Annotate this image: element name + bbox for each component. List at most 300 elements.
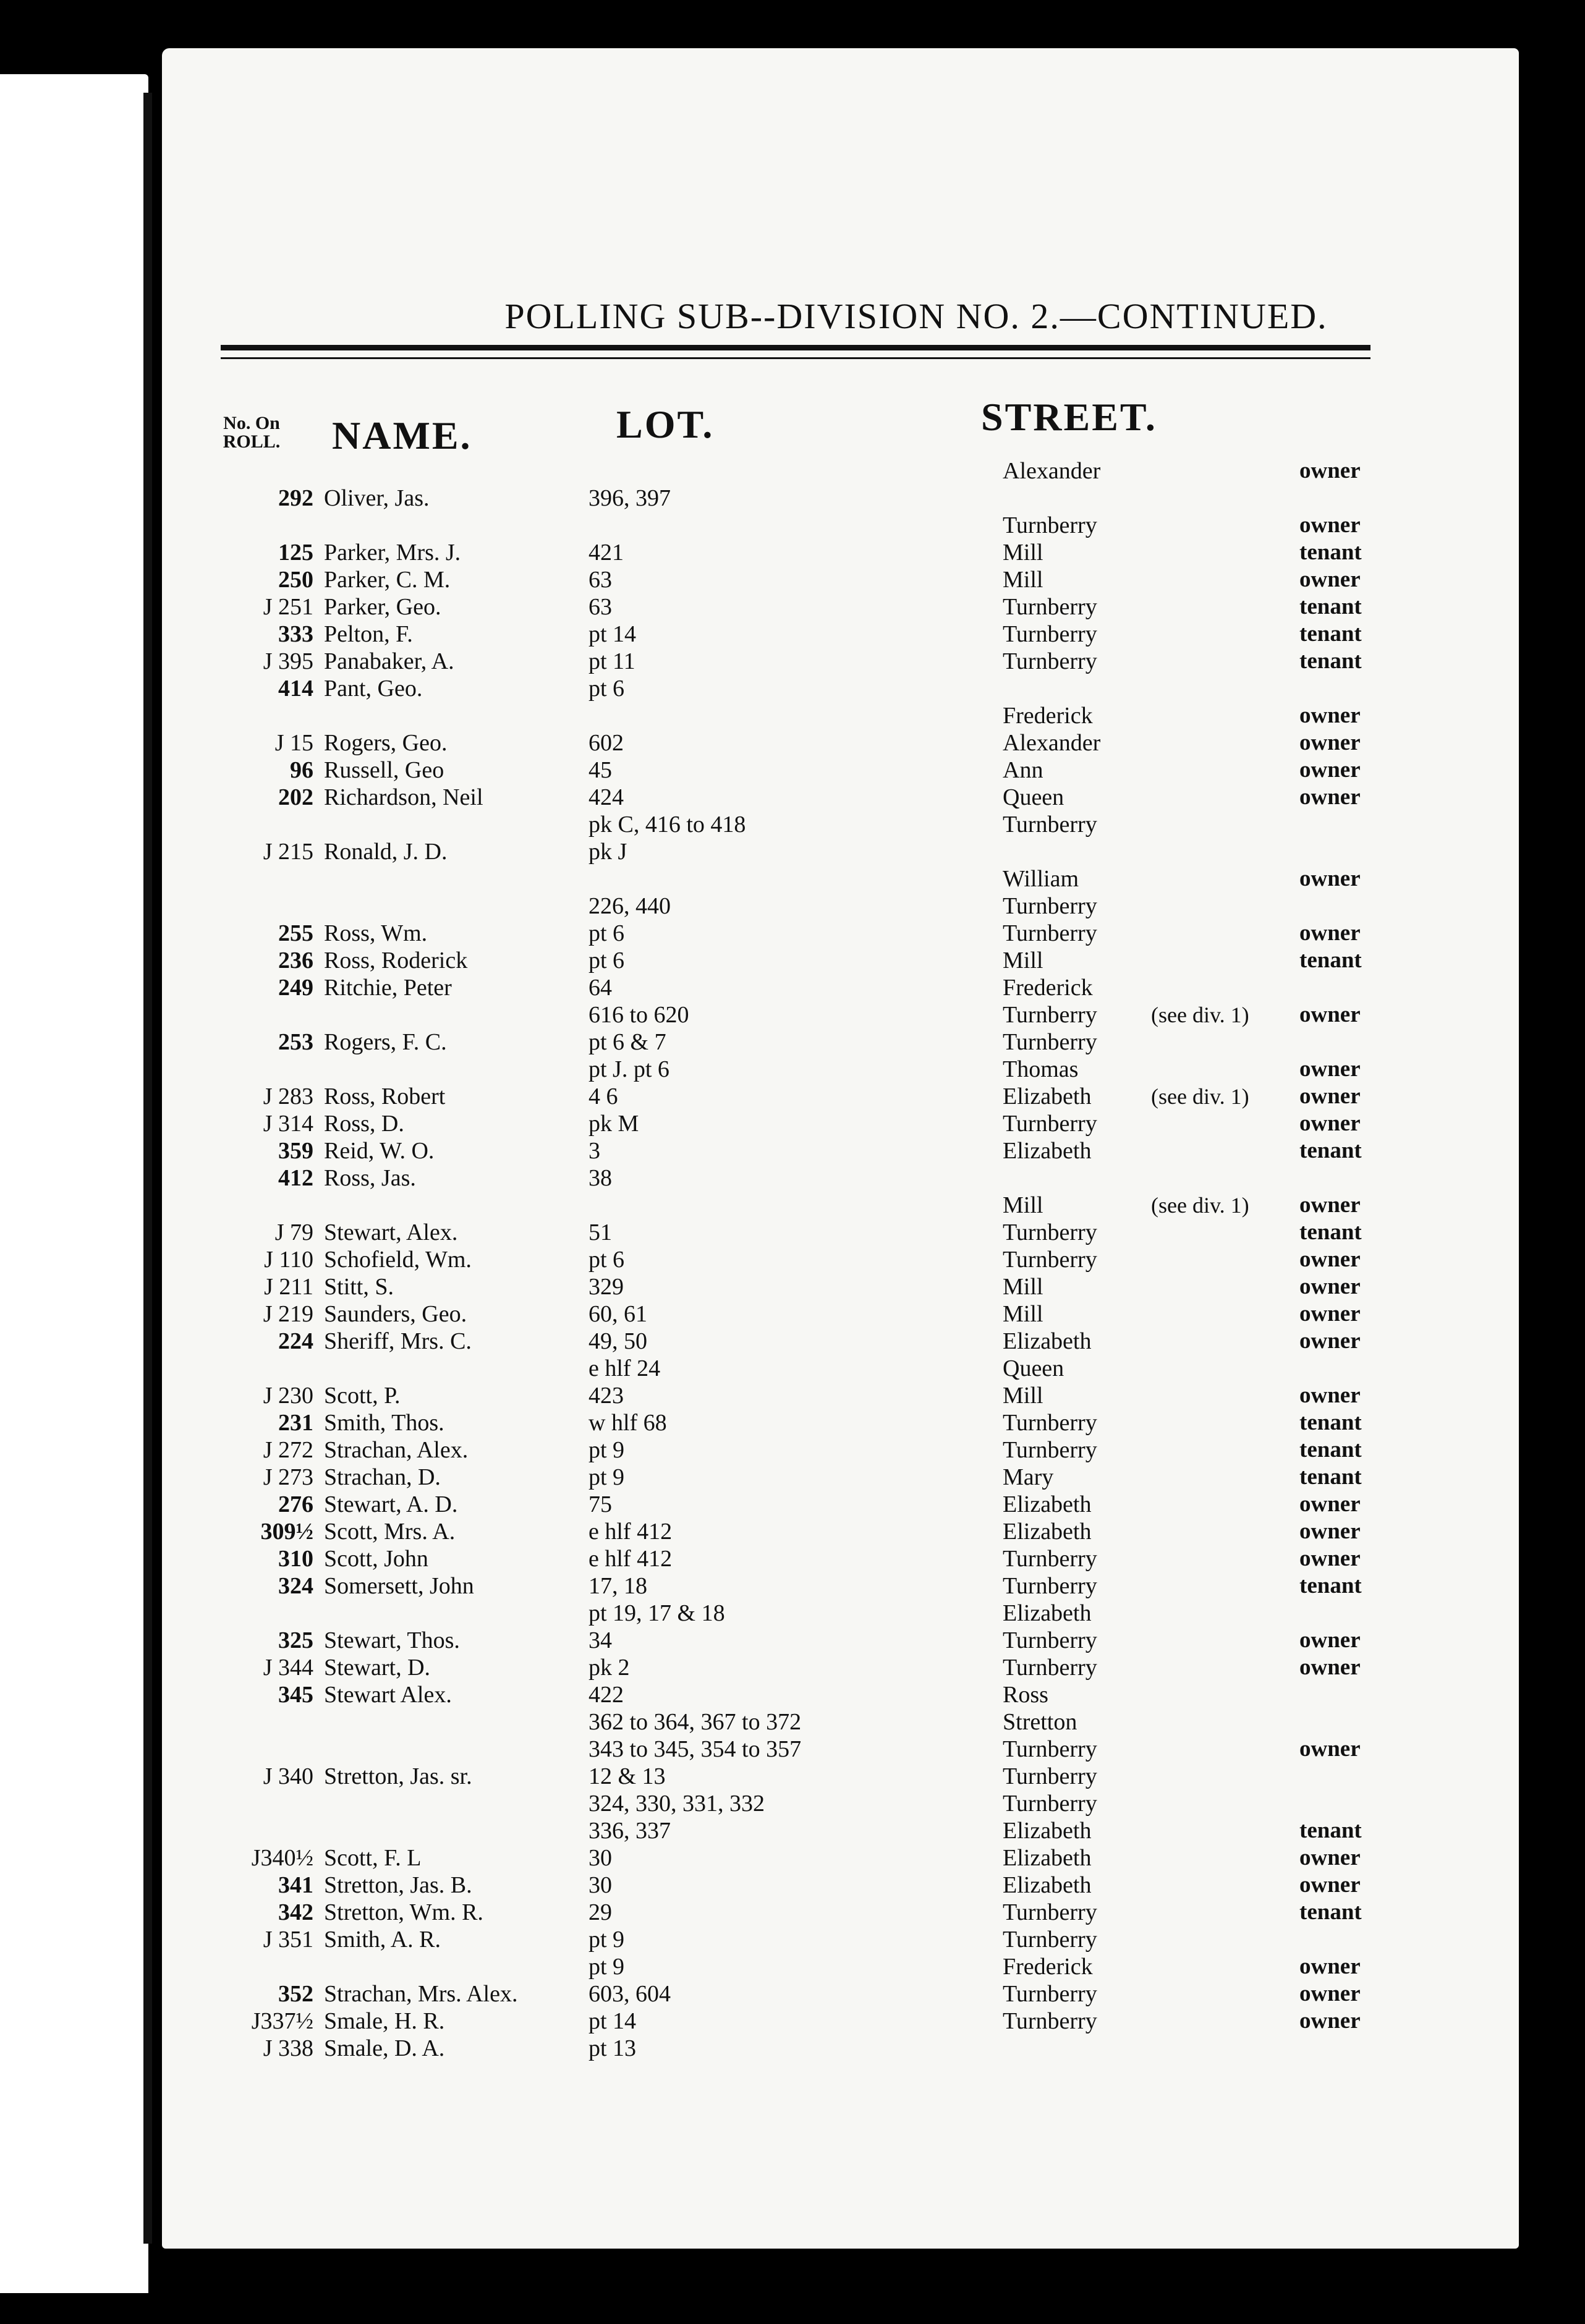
roll-number: 250 [278,567,313,593]
tenure-status: owner [1299,730,1361,755]
tenure-status: owner [1299,1546,1361,1571]
title-rule-thin [221,357,1370,359]
tenure-status: owner [1299,2008,1361,2034]
street-name: Elizabeth [1003,1845,1092,1871]
tenure-status: tenant [1299,1219,1362,1245]
lot-number: 45 [589,757,612,783]
roll-number: J 344 [263,1655,313,1681]
table-row [162,893,1491,920]
tenure-status: owner [1299,1736,1361,1762]
table-row [162,974,1491,1001]
street-name: Frederick [1003,703,1093,729]
street-name: Mill [1003,1383,1043,1409]
street-name: Elizabeth [1003,1328,1092,1354]
cross-reference-note: (see div. 1) [1151,1003,1249,1027]
roll-number: 324 [278,1573,313,1599]
voter-name: Ross, Wm. [324,920,428,946]
lot-number: 29 [589,1899,612,1925]
tenure-status: owner [1299,1056,1361,1082]
lot-number: 30 [589,1845,612,1871]
roll-number: 236 [278,948,313,973]
voter-name: Sheriff, Mrs. C. [324,1328,472,1354]
table-row [162,1355,1491,1382]
roll-number: 325 [278,1627,313,1653]
street-name: William [1003,866,1079,892]
tenure-status: owner [1299,1274,1361,1299]
table-row [162,1681,1491,1708]
street-name: Thomas [1003,1056,1079,1082]
table-row [162,1545,1491,1572]
street-name: Turnberry [1003,1029,1097,1055]
lot-number: pt 6 & 7 [589,1029,666,1055]
voter-name: Parker, Mrs. J. [324,540,461,566]
street-name: Mill [1003,1301,1043,1327]
voter-name: Stewart, A. D. [324,1491,458,1517]
voter-name: Scott, John [324,1546,428,1572]
table-row [162,1192,1491,1219]
lot-number: pt 6 [589,676,625,702]
voter-name: Russell, Geo [324,757,444,783]
voter-name: Scott, P. [324,1383,401,1409]
roll-number: J 251 [263,594,313,620]
table-row [162,1382,1491,1409]
voter-name: Somersett, John [324,1573,474,1599]
table-row [162,1572,1491,1600]
tenure-status: owner [1299,757,1361,782]
voter-name: Scott, Mrs. A. [324,1519,456,1545]
roll-number: 342 [278,1899,313,1925]
column-header-lot: LOT. [616,402,715,446]
column-header-street: STREET. [981,395,1157,439]
lot-number: pt 19, 17 & 18 [589,1600,725,1626]
roll-number: J 338 [263,2035,313,2061]
voter-name: Strachan, Mrs. Alex. [324,1981,518,2007]
street-name: Turnberry [1003,1111,1097,1137]
roll-number: 96 [290,757,313,783]
roll-number: J 395 [263,648,313,674]
lot-number: e hlf 412 [589,1546,673,1572]
cross-reference-note: (see div. 1) [1151,1193,1249,1218]
voter-name: Reid, W. O. [324,1138,435,1164]
lot-number: 424 [589,784,624,810]
voter-name: Oliver, Jas. [324,485,430,511]
voter-name: Strachan, D. [324,1464,441,1490]
table-row [162,1300,1491,1328]
voter-name: Panabaker, A. [324,648,454,674]
tenure-status: owner [1299,920,1361,946]
table-row [162,1164,1491,1192]
lot-number: pk C, 416 to 418 [589,812,746,838]
table-row [162,1926,1491,1953]
roll-number: 276 [278,1491,313,1517]
binding-rule [143,93,152,2244]
voter-name: Rogers, Geo. [324,730,448,756]
tenure-status: tenant [1299,1573,1362,1598]
table-row [162,539,1491,566]
table-row [162,457,1491,485]
table-row [162,1001,1491,1028]
tenure-status: tenant [1299,1464,1362,1490]
tenure-status: tenant [1299,1410,1362,1435]
lot-number: 362 to 364, 367 to 372 [589,1709,802,1735]
column-header-roll-number [211,414,292,451]
roll-number: 414 [278,676,313,702]
roll-number: 249 [278,975,313,1001]
voter-name: Stitt, S. [324,1274,394,1300]
tenure-status: owner [1299,567,1361,592]
lot-number: pt 9 [589,1437,625,1463]
tenure-status: owner [1299,1002,1361,1027]
lot-number: e hlf 24 [589,1355,661,1381]
voter-name: Ritchie, Peter [324,975,452,1001]
tenure-status: owner [1299,1954,1361,1979]
street-name: Turnberry [1003,1927,1097,1953]
street-name: Ann [1003,757,1043,783]
roll-number: J 15 [274,730,313,756]
lot-number: 51 [589,1219,612,1245]
voter-name: Smith, A. R. [324,1927,441,1953]
street-name: Frederick [1003,975,1093,1001]
roll-number: J 230 [263,1383,313,1409]
lot-number: pt 6 [589,948,625,973]
tenure-status: tenant [1299,1818,1362,1843]
tenure-status: owner [1299,1328,1361,1354]
lot-number: 75 [589,1491,612,1517]
lot-number: 30 [589,1872,612,1898]
roll-number: 345 [278,1682,313,1708]
street-name: Mill [1003,1192,1043,1218]
tenure-status: tenant [1299,648,1362,674]
lot-number: 336, 337 [589,1818,671,1844]
street-name: Turnberry [1003,1981,1097,2007]
tenure-status: owner [1299,1111,1361,1136]
tenure-status: owner [1299,1872,1361,1898]
lot-number: pk J [589,839,627,865]
street-name: Turnberry [1003,1219,1097,1245]
lot-number: 421 [589,540,624,566]
table-row [162,2008,1491,2035]
table-row [162,1137,1491,1164]
lot-number: 12 & 13 [589,1763,666,1789]
lot-number: pt J. pt 6 [589,1056,669,1082]
header-no-line2: ROLL. [223,431,281,452]
table-row [162,811,1491,838]
voter-name: Saunders, Geo. [324,1301,467,1327]
street-name: Mill [1003,567,1043,593]
lot-number: pt 11 [589,648,635,674]
roll-number: J 314 [263,1111,313,1137]
table-row [162,621,1491,648]
voter-name: Ronald, J. D. [324,839,448,865]
lot-number: pt 9 [589,1954,625,1980]
voter-name: Stretton, Wm. R. [324,1899,483,1925]
tenure-status: owner [1299,1519,1361,1544]
lot-number: pt 13 [589,2035,637,2061]
table-row [162,1028,1491,1056]
table-row [162,1464,1491,1491]
tenure-status: tenant [1299,594,1362,619]
header-no-line1: No. On [223,413,280,433]
tenure-status: owner [1299,1491,1361,1517]
roll-number: 359 [278,1138,313,1164]
street-name: Turnberry [1003,1002,1097,1028]
street-name: Mill [1003,540,1043,566]
street-name: Mill [1003,948,1043,973]
street-name: Alexander [1003,730,1101,756]
table-row [162,2035,1491,2062]
roll-number: J340½ [251,1845,313,1871]
roll-number: J 211 [264,1274,313,1300]
lot-number: 616 to 620 [589,1002,689,1028]
street-name: Stretton [1003,1709,1077,1735]
table-row [162,1790,1491,1817]
lot-number: pt 6 [589,1247,625,1273]
street-name: Turnberry [1003,1437,1097,1463]
street-name: Turnberry [1003,920,1097,946]
table-row [162,920,1491,947]
tenure-status: tenant [1299,621,1362,647]
table-row [162,1273,1491,1300]
table-row [162,1600,1491,1627]
lot-number: 602 [589,730,624,756]
table-row [162,729,1491,757]
table-row [162,1409,1491,1436]
table-row [162,1953,1491,1980]
tenure-status: owner [1299,866,1361,891]
tenure-status: owner [1299,1084,1361,1109]
street-name: Mary [1003,1464,1054,1490]
lot-number: 17, 18 [589,1573,647,1599]
lot-number: 4 6 [589,1084,618,1109]
street-name: Turnberry [1003,1546,1097,1572]
table-row [162,593,1491,621]
tenure-status: owner [1299,1192,1361,1218]
table-row [162,1627,1491,1654]
tenure-status: owner [1299,1383,1361,1408]
table-row [162,1899,1491,1926]
column-header-name: NAME. [332,413,472,457]
table-row [162,1518,1491,1545]
table-row [162,648,1491,675]
voter-name: Pelton, F. [324,621,413,647]
street-name: Elizabeth [1003,1872,1092,1898]
voter-name: Schofield, Wm. [324,1247,472,1273]
voter-name: Ross, Robert [324,1084,446,1109]
lot-number: 38 [589,1165,612,1191]
roll-number: J337½ [251,2008,313,2034]
lot-number: pt 9 [589,1464,625,1490]
roll-number: J 79 [274,1219,313,1245]
street-name: Turnberry [1003,1410,1097,1436]
lot-number: 3 [589,1138,600,1164]
roll-number: 125 [278,540,313,566]
voter-name: Stretton, Jas. B. [324,1872,472,1898]
tenure-status: tenant [1299,540,1362,565]
page-title: POLLING SUB--DIVISION NO. 2.—CONTINUED. [504,296,1328,336]
street-name: Turnberry [1003,2008,1097,2034]
tenure-status: owner [1299,703,1361,728]
roll-number: J 340 [263,1763,313,1789]
title-rule-thick [221,345,1370,350]
roll-number: 224 [278,1328,313,1354]
voter-name: Stewart, D. [324,1655,431,1681]
voter-name: Scott, F. L [324,1845,422,1871]
lot-number: 226, 440 [589,893,671,919]
table-row [162,675,1491,702]
lot-number: w hlf 68 [589,1410,667,1436]
tenure-status: owner [1299,1845,1361,1870]
voter-name: Stretton, Jas. sr. [324,1763,472,1789]
table-row [162,784,1491,811]
table-row [162,757,1491,784]
tenure-status: owner [1299,1627,1361,1653]
tenure-status: tenant [1299,1899,1362,1925]
lot-number: pt 6 [589,920,625,946]
street-name: Turnberry [1003,1655,1097,1681]
lot-number: 63 [589,594,612,620]
table-row [162,1817,1491,1844]
lot-number: 324, 330, 331, 332 [589,1791,765,1817]
tenure-status: tenant [1299,1437,1362,1462]
table-row [162,1980,1491,2008]
roll-number: 255 [278,920,313,946]
voter-name: Smale, D. A. [324,2035,445,2061]
table-row [162,1110,1491,1137]
lot-number: 603, 604 [589,1981,671,2007]
street-name: Turnberry [1003,1763,1097,1789]
tenure-status: owner [1299,1301,1361,1326]
cross-reference-note: (see div. 1) [1151,1084,1249,1109]
lot-number: 64 [589,975,612,1001]
street-name: Alexander [1003,458,1101,484]
roll-number: 253 [278,1029,313,1055]
street-name: Elizabeth [1003,1084,1092,1109]
table-row [162,566,1491,593]
roll-number: J 273 [263,1464,313,1490]
table-row [162,1763,1491,1790]
table-row [162,1056,1491,1083]
street-name: Turnberry [1003,1791,1097,1817]
table-row [162,1246,1491,1273]
roll-number: 292 [278,485,313,511]
street-name: Turnberry [1003,621,1097,647]
lot-number: 396, 397 [589,485,671,511]
voter-name: Rogers, F. C. [324,1029,447,1055]
tenure-status: owner [1299,1655,1361,1680]
lot-number: pt 14 [589,2008,637,2034]
street-name: Turnberry [1003,1573,1097,1599]
voter-name: Stewart Alex. [324,1682,452,1708]
voter-name: Ross, D. [324,1111,404,1137]
lot-number: 49, 50 [589,1328,647,1354]
roll-number: J 219 [263,1301,313,1327]
table-row [162,865,1491,893]
table-row [162,1736,1491,1763]
roll-number: 412 [278,1165,313,1191]
lot-number: 34 [589,1627,612,1653]
lot-number: pk 2 [589,1655,630,1681]
table-row [162,1219,1491,1246]
table-row [162,512,1491,539]
voter-name: Stewart, Alex. [324,1219,458,1245]
tenure-status: owner [1299,784,1361,810]
street-name: Turnberry [1003,1736,1097,1762]
lot-number: 422 [589,1682,624,1708]
roll-number: 309½ [260,1519,313,1545]
street-name: Elizabeth [1003,1491,1092,1517]
table-row [162,1083,1491,1110]
street-name: Turnberry [1003,512,1097,538]
roll-number: 231 [278,1410,313,1436]
table-row [162,1328,1491,1355]
voter-name: Ross, Jas. [324,1165,416,1191]
tenure-status: owner [1299,512,1361,538]
tenure-status: owner [1299,1981,1361,2006]
voter-name: Parker, Geo. [324,594,441,620]
street-name: Elizabeth [1003,1519,1092,1545]
table-row [162,1436,1491,1464]
lot-number: 60, 61 [589,1301,647,1327]
table-row [162,702,1491,729]
lot-number: e hlf 412 [589,1519,673,1545]
voter-name: Parker, C. M. [324,567,451,593]
lot-number: 423 [589,1383,624,1409]
roll-number: J 283 [263,1084,313,1109]
roll-number: 310 [278,1546,313,1572]
table-row [162,1708,1491,1736]
street-name: Turnberry [1003,1247,1097,1273]
roll-number: 202 [278,784,313,810]
voter-name: Ross, Roderick [324,948,468,973]
voter-name: Stewart, Thos. [324,1627,460,1653]
street-name: Turnberry [1003,812,1097,838]
table-row [162,1654,1491,1681]
table-row [162,1491,1491,1518]
roll-number: J 272 [263,1437,313,1463]
voter-name: Pant, Geo. [324,676,423,702]
lot-number: pt 14 [589,621,637,647]
roll-number: 352 [278,1981,313,2007]
roll-number: 341 [278,1872,313,1898]
roll-number: J 351 [263,1927,313,1953]
street-name: Turnberry [1003,893,1097,919]
roll-number: J 215 [263,839,313,865]
street-name: Ross [1003,1682,1048,1708]
voter-name: Strachan, Alex. [324,1437,469,1463]
voter-name: Smith, Thos. [324,1410,444,1436]
street-name: Turnberry [1003,594,1097,620]
street-name: Frederick [1003,1954,1093,1980]
street-name: Elizabeth [1003,1818,1092,1844]
lot-number: 63 [589,567,612,593]
street-name: Queen [1003,1355,1064,1381]
table-row [162,947,1491,974]
tenure-status: owner [1299,458,1361,483]
street-name: Turnberry [1003,1899,1097,1925]
lot-number: pt 9 [589,1927,625,1953]
table-row [162,1844,1491,1872]
table-row [162,485,1491,512]
tenure-status: tenant [1299,948,1362,973]
street-name: Turnberry [1003,648,1097,674]
lot-number: 343 to 345, 354 to 357 [589,1736,802,1762]
lot-number: pk M [589,1111,639,1137]
street-name: Mill [1003,1274,1043,1300]
tenure-status: owner [1299,1247,1361,1272]
street-name: Elizabeth [1003,1600,1092,1626]
table-row [162,1872,1491,1899]
voter-name: Smale, H. R. [324,2008,445,2034]
